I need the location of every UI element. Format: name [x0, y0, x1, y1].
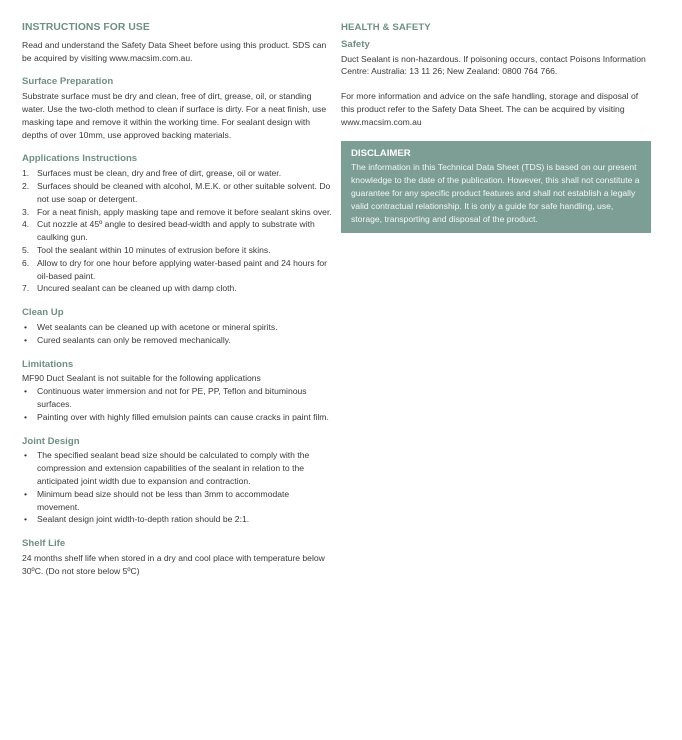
list-item — [22, 180, 334, 206]
safety-heading: Safety — [341, 38, 370, 50]
list-item-text: Cured sealants can only be removed mechanically. — [37, 334, 231, 345]
list-item-text: Minimum bead size should not be less than 3mm to accommodate movement. — [37, 488, 290, 512]
safety-more-info-text: For more information and advice on the safe handling, storage and disposal of this product refer to the Safety Data Sheet. The can be acquired by visiting www.macsim.com.au — [341, 91, 639, 127]
list-number: 2. — [22, 180, 30, 191]
list-item — [22, 334, 334, 347]
list-number: 6. — [22, 257, 30, 268]
list-item-text: Cut nozzle at 45º angle to desired bead-width and apply to substrate with caulking gun. — [37, 219, 315, 243]
bullet-icon: • — [24, 386, 28, 397]
list-item — [22, 321, 334, 334]
shelf-life-heading: Shelf Life — [22, 538, 66, 550]
list-item-text: Painting over with highly filled emulsion paints can cause cracks in paint film. — [37, 411, 329, 422]
list-item-text: The specified sealant bead size should be calculated to comply with the compression and extension capabilities of the sealant in relation to the anticipated joint width due to expansion and contraction. — [37, 450, 310, 486]
instructions-title: INSTRUCTIONS FOR USE — [22, 22, 150, 33]
bullet-icon: • — [24, 411, 28, 422]
list-number: 7. — [22, 283, 30, 294]
joint-design-heading: Joint Design — [22, 435, 80, 447]
list-item — [22, 513, 334, 526]
list-item-text: Uncured sealant can be cleaned up with damp cloth. — [37, 283, 237, 294]
bullet-icon: • — [24, 321, 28, 332]
joint-design-list — [22, 449, 334, 526]
disclaimer-box — [341, 141, 651, 234]
list-item-text: Surfaces should be cleaned with alcohol, M.E.K. or other suitable solvent. Do not use soap or detergent. — [37, 180, 331, 204]
clean-up-heading: Clean Up — [22, 307, 64, 319]
application-instructions-list — [22, 167, 334, 295]
list-item — [22, 488, 334, 514]
list-number: 4. — [22, 219, 30, 230]
list-item — [22, 385, 334, 411]
list-item-text: Wet sealants can be cleaned up with acetone or mineral spirits. — [37, 321, 278, 332]
limitations-list — [22, 385, 334, 423]
surface-preparation-text: Substrate surface must be dry and clean, free of dirt, grease, oil, or standing water. Use the two-cloth method to clean if surface is dirty. For a neat finish, use masking tape and remove it within the working time. For sealant design with depths of over 10mm, use approved backing materials. — [22, 91, 327, 140]
list-item — [22, 218, 334, 244]
surface-preparation-heading: Surface Preparation — [22, 76, 114, 88]
list-item — [22, 257, 334, 283]
clean-up-list — [22, 321, 334, 347]
list-number: 5. — [22, 244, 30, 255]
health-safety-title: HEALTH & SAFETY — [341, 22, 431, 33]
list-item-text: Continuous water immersion and not for PE, PP, Teflon and bituminous surfaces. — [37, 386, 307, 409]
list-item-text: Sealant design joint width-to-depth ration should be 2:1. — [37, 514, 250, 525]
limitations-heading: Limitations — [22, 358, 74, 370]
bullet-icon: • — [24, 514, 28, 525]
list-item — [22, 449, 334, 487]
application-instructions-heading: Applications Instructions — [22, 153, 138, 165]
list-item — [22, 244, 334, 257]
bullet-icon: • — [24, 488, 28, 499]
bullet-icon: • — [24, 334, 28, 345]
list-number: 3. — [22, 206, 30, 217]
shelf-life-text: 24 months shelf life when stored in a dry and cool place with temperature below 30ºC. (Do not store below 5ºC) — [22, 552, 325, 576]
list-item-text: For a neat finish, apply masking tape and remove it before sealant skins over. — [37, 206, 332, 217]
disclaimer-text: The information in this Technical Data Sheet (TDS) is based on our present knowledge to the date of the publication. However, this shall not constitute a guarantee for any specific product features and shall not establish a legally valid contractual relationship. It is only a guide for safe handling, use, storage, transporting and disposal of the product. — [351, 162, 640, 224]
list-item — [22, 411, 334, 424]
intro-text: Read and understand the Safety Data Sheet before using this product. SDS can be acquired by visiting www.macsim.com.au. — [22, 39, 327, 63]
safety-text: Duct Sealant is non-hazardous. If poisoning occurs, contact Poisons Information Centre: Australia: 13 11 26; New Zealand: 0800 764 766. — [341, 53, 646, 77]
right-column — [341, 22, 652, 233]
list-item — [22, 167, 334, 180]
list-number: 1. — [22, 168, 30, 179]
list-item — [22, 282, 334, 295]
list-item-text: Tool the sealant within 10 minutes of extrusion before it skins. — [37, 244, 271, 255]
list-item — [22, 206, 334, 219]
list-item-text: Allow to dry for one hour before applying water-based paint and 24 hours for oil-based paint. — [37, 257, 327, 281]
disclaimer-heading: DISCLAIMER — [351, 147, 411, 159]
list-item-text: Surfaces must be clean, dry and free of dirt, grease, oil or water. — [37, 168, 282, 179]
bullet-icon: • — [24, 450, 28, 461]
left-column — [22, 22, 334, 577]
limitations-intro: MF90 Duct Sealant is not suitable for the following applications — [22, 373, 261, 384]
